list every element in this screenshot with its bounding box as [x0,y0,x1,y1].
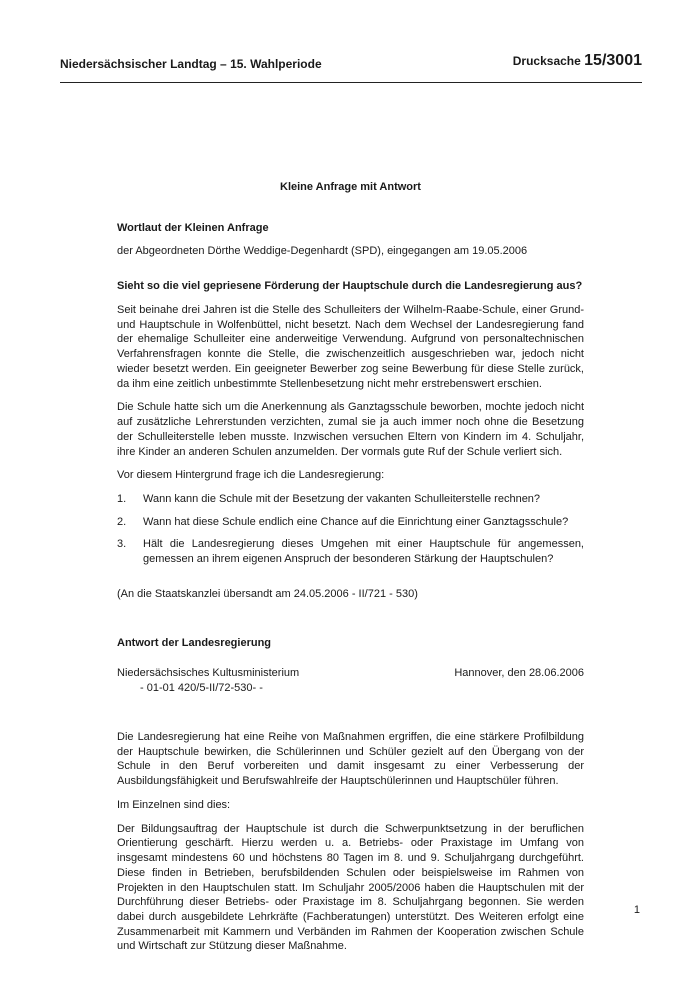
question-item [117,537,584,566]
sender-row [117,666,584,681]
reference-number: - 01-01 420/5-II/72-530- - [140,682,263,695]
anfrage-paragraph-2: Die Schule hatte sich um die Anerkennung als Ganztagsschule beworben, mochte jedoch nicht auf zusätzliche Lehrerstunden verzichten, zumal sie ja auch immer noch ohne die Besetzung der Schulleiterstelle leben musste. Inzwischen versuchen Eltern von Kindern im 4. Schuljahr, ihre Kinder an anderen Schulen anzumelden. Der vormals gute Ruf der Schule verliert sich. [117,401,584,458]
antwort-paragraph-3: Der Bildungsauftrag der Hauptschule ist durch die Schwerpunktsetzung in der beruflichen Orientierung geschärft. Hierzu werden u. a. Betriebs- oder Praxistage im Umfang von insgesamt mindestens 60 und höchstens 80 Tagen im 8. und 9. Schuljahrgang durchgeführt. Diese finden in Betrieben, berufsbildenden Schulen oder beispielsweise im Rahmen von Projekten in den Hauptschulen statt. Im Schuljahr 2005/2006 haben die Hauptschulen mit der Durchführung dieser Betriebs- oder Praxistage im 8. Schuljahrgang begonnen. Sie werden dabei durch ausgebildete Lehrkräfte (Fachberatungen) unterstützt. Des Weiteren erfolgt eine Zusammenarbeit mit Kammern und Verbänden im Rahmen der Kooperation zwischen Schule und Wirtschaft zur Stützung dieser Maßnahme. [117,822,584,953]
question-text: Wann hat diese Schule endlich eine Chance auf die Einrichtung einer Ganztagsschule? [143,515,569,528]
question-number: 1. [117,493,127,506]
question-title: Sieht so die viel gepriesene Förderung der Hauptschule durch die Landesregierung aus? [117,280,583,293]
anfrage-heading: Wortlaut der Kleinen Anfrage [117,221,269,234]
antwort-paragraph-2: Im Einzelnen sind dies: [117,798,231,811]
page-number: 1 [633,904,640,916]
ministry-name: Niedersächsisches Kultusministerium [117,667,300,680]
anfrage-paragraph-1: Seit beinahe drei Jahren ist die Stelle des Schulleiters der Wilhelm-Raabe-Schule, einer Grund- und Hauptschule in Wolfenbüttel, nicht besetzt. Nach dem Wechsel der Landesregierung fand der ehemalige Schulleiter eine anderweitige Verwendung. Aufgrund von personaltechnischen Verfahrensfragen konnte die Stelle, die zwischenzeitlich ausgeschrieben war, jedoch nicht wieder besetzt werden. Ein geeigneter Bewerber zog seine Bewerbung für diese Stelle zurück, da ihm eine zeitlich unbestimmte Stellenbesetzung nicht mehr erstrebenswert erschien. [117,303,584,390]
drucksache-label: Drucksache [512,54,581,68]
question-number: 3. [117,538,127,551]
anfrage-byline: der Abgeordneten Dörthe Weddige-Degenhardt (SPD), eingegangen am 19.05.2006 [117,245,528,258]
parliament-label: Niedersächsischer Landtag – 15. Wahlperiode [60,57,322,71]
place-date: Hannover, den 28.06.2006 [454,667,584,680]
question-number: 2. [117,515,127,528]
document-body [117,180,584,963]
question-item [117,515,584,530]
document-title: Kleine Anfrage mit Antwort [280,181,421,193]
anfrage-paragraph-3: Vor diesem Hintergrund frage ich die Landesregierung: [117,469,385,482]
question-text: Hält die Landesregierung dieses Umgehen mit einer Hauptschule für angemessen, gemessen an ihrem eigenen Anspruch der besonderen Stärkung der Hauptschulen? [143,538,584,566]
page-header [60,52,642,83]
question-item [117,492,584,507]
question-text: Wann kann die Schule mit der Besetzung der vakanten Schulleiterstelle rechnen? [143,493,541,506]
forwarding-note: (An die Staatskanzlei übersandt am 24.05.2006 - II/721 - 530) [117,587,418,600]
antwort-heading: Antwort der Landesregierung [117,636,272,649]
document-number [513,52,642,70]
antwort-paragraph-1: Die Landesregierung hat eine Reihe von Maßnahmen ergriffen, die eine stärkere Profilbildung der Hauptschule bewirken, die Schülerinnen und Schüler gezielt auf den Übergang von der Schule in den Beruf vorbereiten und damit insgesamt zu einer Verbesserung der Ausbildungsfähigkeit und Berufswahlreife der Hauptschülerinnen und Hauptschüler führen. [117,730,584,788]
drucksache-number: 15/3001 [584,52,642,69]
